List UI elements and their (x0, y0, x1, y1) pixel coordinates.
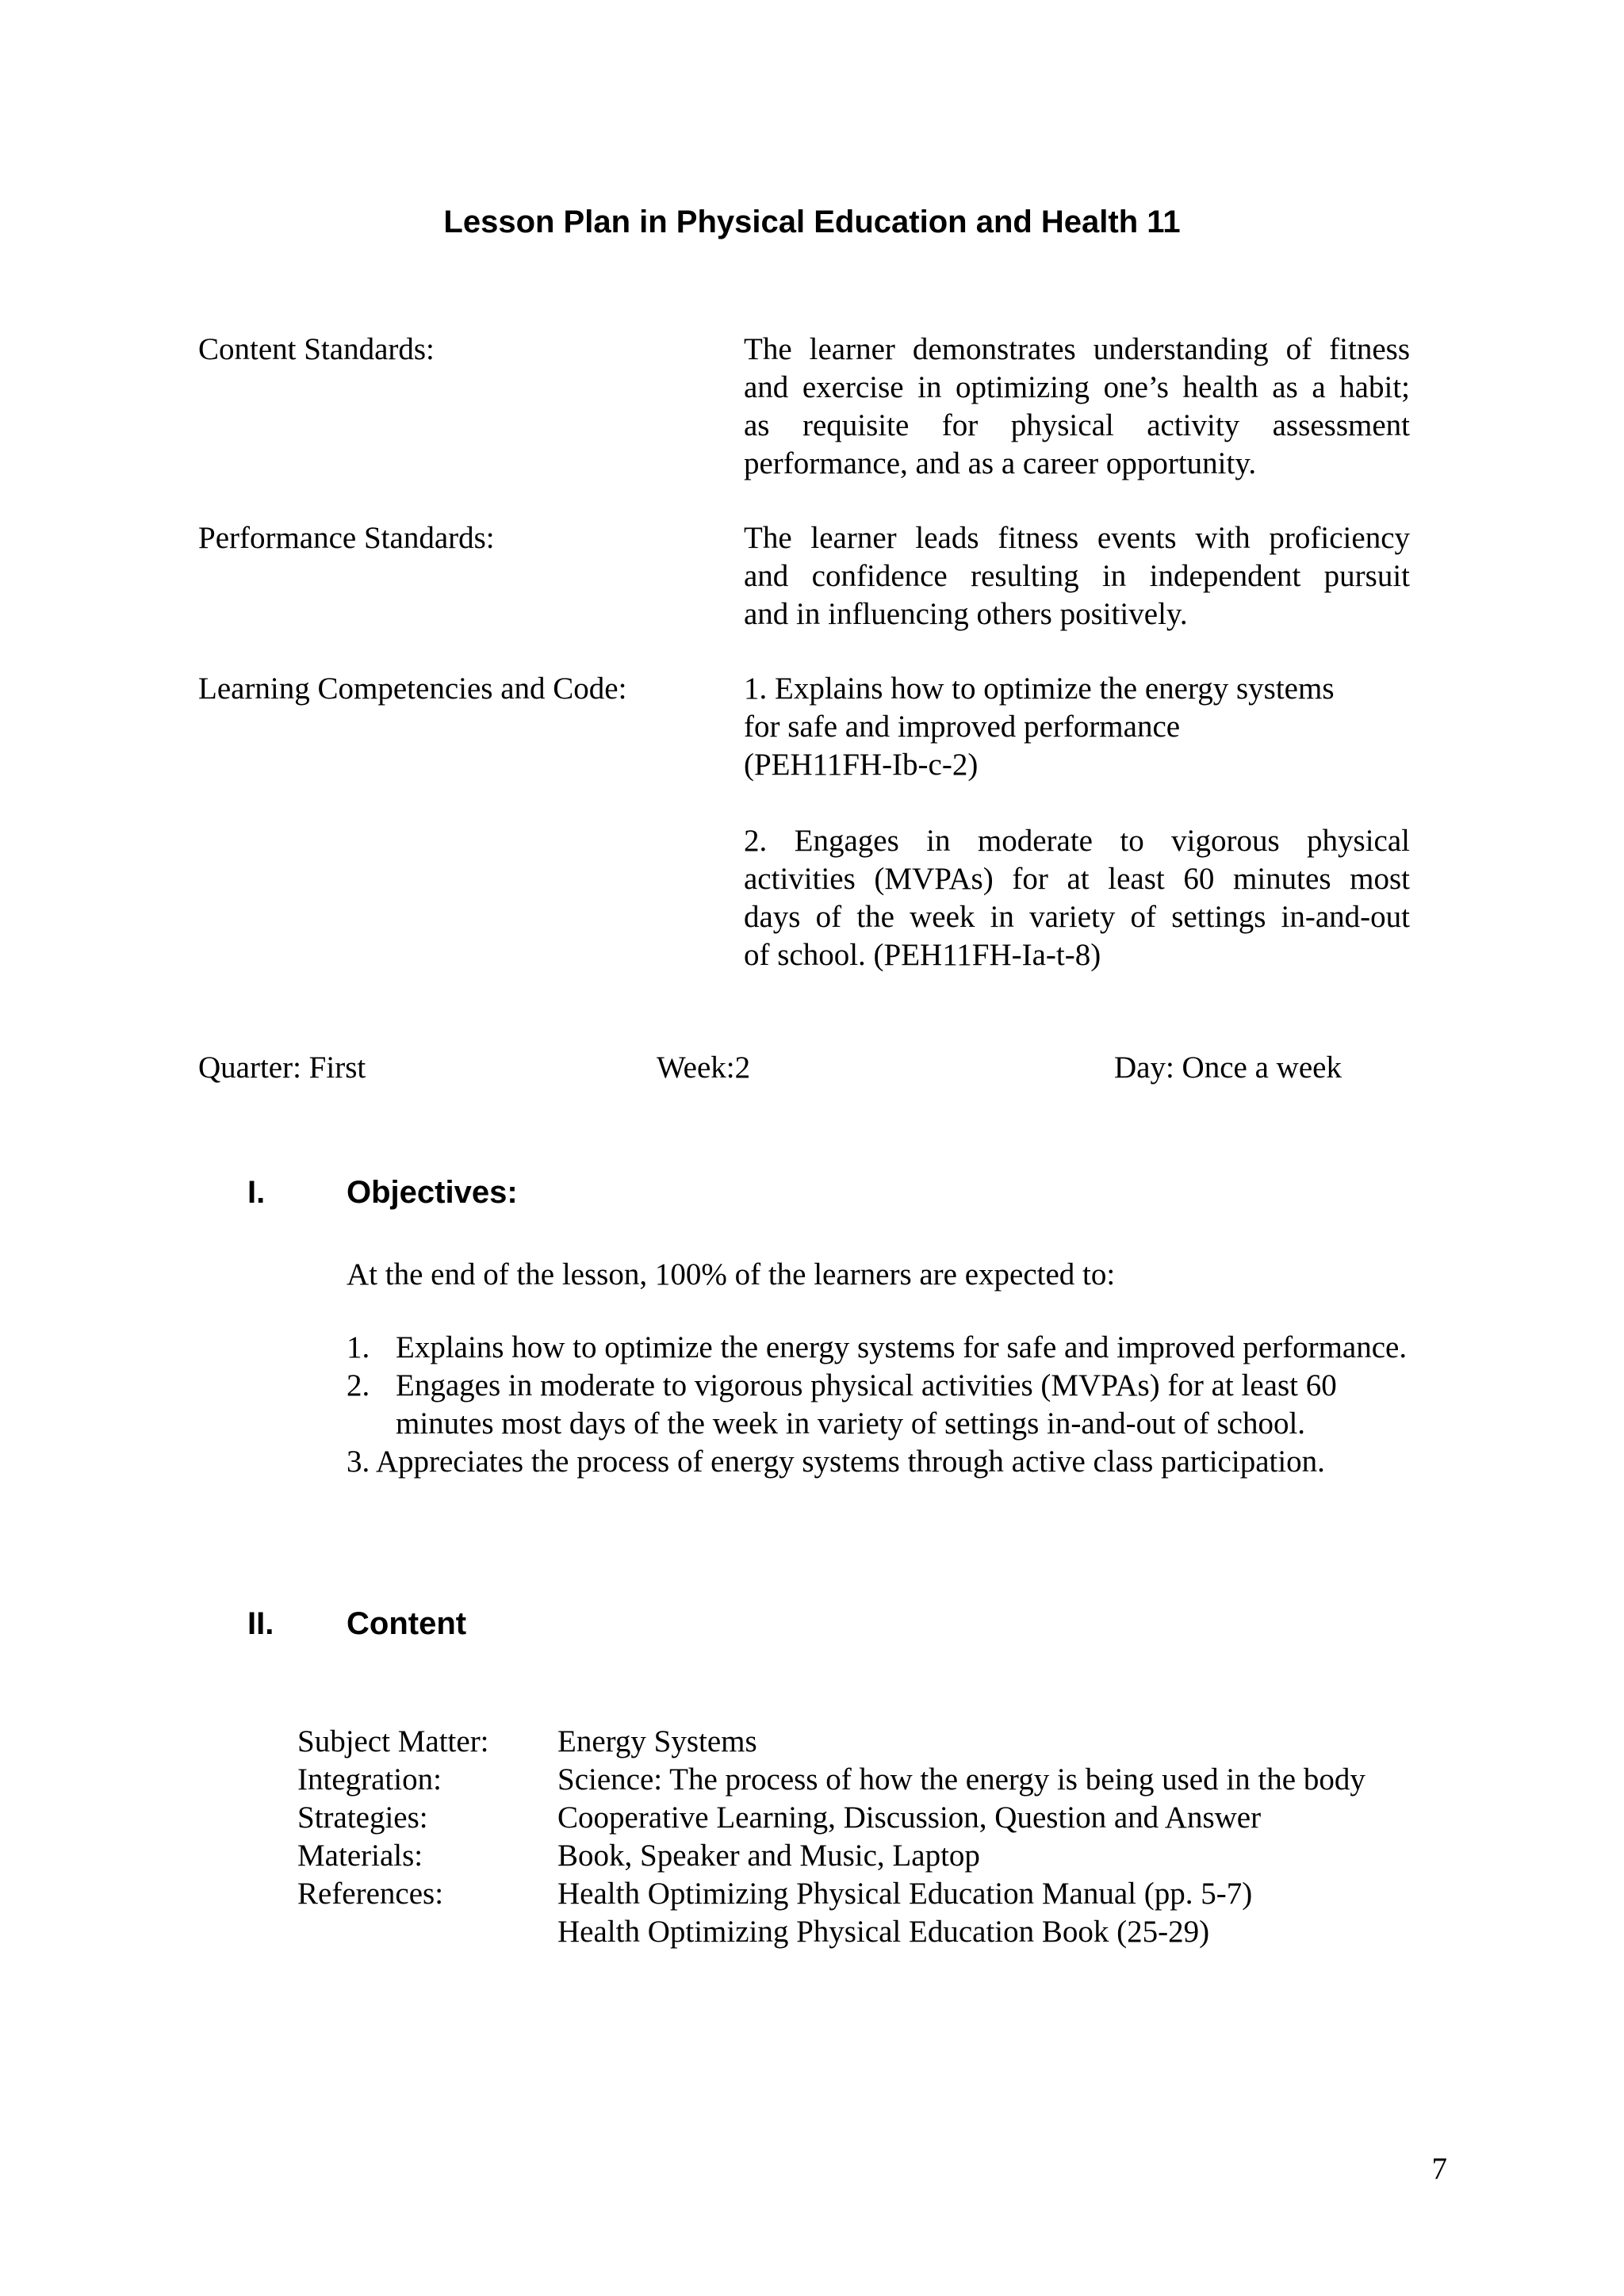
content-standards-line: performance, and as a career opportunity. (744, 446, 1257, 480)
content-row-materials (297, 1837, 1411, 1875)
content-label: References: (297, 1877, 444, 1911)
competency-code: (PEH11FH-Ib-c-2) (744, 748, 979, 782)
content-label: Materials: (297, 1839, 423, 1873)
page-number: 7 (1431, 2152, 1447, 2186)
content-value: Science: The process of how the energy is being used in the body (557, 1762, 1365, 1797)
performance-standards-line: and in influencing others positively. (744, 597, 1188, 631)
list-item (347, 1329, 1425, 1367)
content-row-strategies (297, 1799, 1411, 1837)
content-label: Subject Matter: (297, 1724, 489, 1758)
content-label: Strategies: (297, 1800, 428, 1835)
content-label: Integration: (297, 1762, 442, 1797)
content-row-subject-matter (297, 1723, 1411, 1761)
content-standards-label: Content Standards: (198, 332, 435, 366)
objectives-numeral: I. (247, 1175, 266, 1210)
content-standards-line: as requisite for physical activity assessment (744, 408, 1410, 442)
content-value: Book, Speaker and Music, Laptop (557, 1839, 980, 1873)
competency-item-2 (744, 822, 1410, 974)
content-standards-line: The learner demonstrates understanding of fitness (744, 332, 1410, 366)
performance-standards-line: and confidence resulting in independent pursuit (744, 559, 1410, 593)
competency-line: 1. Explains how to optimize the energy systems (744, 672, 1335, 706)
content-row-references-cont (297, 1913, 1411, 1951)
list-item-text: 3. Appreciates the process of energy systems through active class participation. (347, 1445, 1325, 1479)
performance-standards-label: Performance Standards: (198, 521, 495, 555)
quarter-text: Quarter: First (198, 1050, 366, 1085)
list-item (347, 1443, 1425, 1481)
content-standards-text (744, 331, 1410, 483)
learning-competencies-label: Learning Competencies and Code: (198, 672, 627, 706)
list-item-text: Engages in moderate to vigorous physical activities (MVPAs) for at least 60 minutes most days of the week in variety of settings in-and-out of school. (396, 1368, 1337, 1441)
performance-standards-line: The learner leads fitness events with proficiency (744, 521, 1410, 555)
content-row-integration (297, 1761, 1411, 1799)
competency-line: days of the week in variety of settings in-and-out (744, 900, 1410, 934)
list-item-number: 2. (347, 1368, 370, 1402)
list-item-text: Explains how to optimize the energy systems for safe and improved performance. (396, 1330, 1408, 1364)
content-value: Health Optimizing Physical Education Book (25-29) (557, 1915, 1210, 1949)
content-standards-line: and exercise in optimizing one’s health as a habit; (744, 370, 1410, 404)
objectives-list (347, 1329, 1425, 1481)
competency-line: for safe and improved performance (744, 710, 1181, 744)
list-item-number: 1. (347, 1330, 370, 1364)
objectives-intro: At the end of the lesson, 100% of the learners are expected to: (347, 1257, 1116, 1292)
day-text: Day: Once a week (1114, 1050, 1342, 1085)
content-row-references (297, 1875, 1411, 1913)
competency-line: 2. Engages in moderate to vigorous physical (744, 824, 1410, 858)
content-label (297, 1913, 557, 1951)
content-numeral: II. (247, 1606, 274, 1641)
content-heading: Content (347, 1606, 467, 1641)
list-item (347, 1367, 1425, 1443)
week-text: Week:2 (657, 1050, 751, 1085)
content-details (297, 1723, 1411, 1951)
content-value: Cooperative Learning, Discussion, Question and Answer (557, 1800, 1262, 1835)
competency-line: activities (MVPAs) for at least 60 minutes most (744, 862, 1410, 896)
page-title: Lesson Plan in Physical Education and Health 11 (443, 205, 1181, 239)
content-value: Energy Systems (557, 1724, 757, 1758)
performance-standards-text (744, 519, 1410, 633)
competency-item-1 (744, 670, 1410, 784)
competency-code: of school. (PEH11FH-Ia-t-8) (744, 938, 1101, 972)
content-value: Health Optimizing Physical Education Manual (pp. 5-7) (557, 1877, 1253, 1911)
objectives-heading: Objectives: (347, 1175, 518, 1210)
